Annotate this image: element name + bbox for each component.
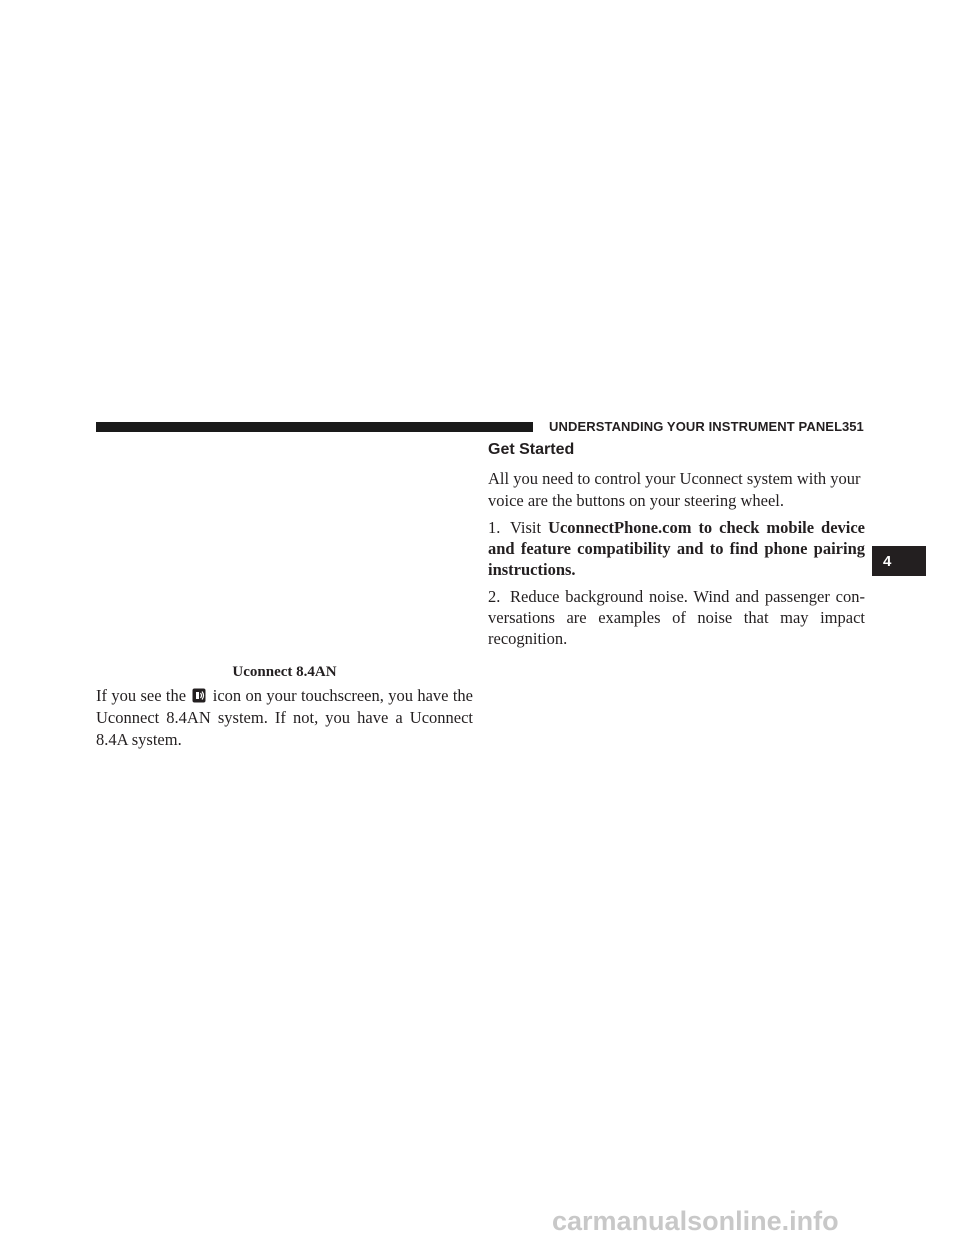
list-item	[488, 586, 865, 649]
list-item	[488, 517, 865, 580]
step-number: 1.	[488, 518, 501, 537]
step-number: 2.	[488, 587, 501, 606]
chapter-tab: 4	[872, 546, 926, 576]
step-text: Reduce background noise. Wind and passenger con-versations are examples of noise that may impact recognition.	[488, 587, 865, 648]
page-number: 351	[842, 419, 864, 434]
paragraph-text-after-icon: icon on your touchscreen, you have the Uconnect 8.4AN system. If not, you have a Uconnect 8.4A system.	[96, 686, 473, 749]
header-rule	[96, 422, 533, 432]
figure-caption: Uconnect 8.4AN	[232, 664, 337, 680]
paragraph-text-before-icon: If you see the	[96, 686, 187, 705]
step-prefix: Visit	[510, 518, 542, 537]
watermark: carmanualsonline.info	[552, 1206, 839, 1236]
intro-paragraph: All you need to control your Uconnect system with your voice are the buttons on your steering wheel.	[488, 469, 861, 510]
running-header-title: UNDERSTANDING YOUR INSTRUMENT PANEL	[549, 419, 843, 434]
voice-recognition-icon	[192, 687, 206, 702]
step-bold-text: UconnectPhone.com to check mobile device and feature compatibility and to find phone pairing instructions.	[488, 518, 865, 579]
section-heading: Get Started	[488, 441, 575, 458]
left-paragraph	[96, 685, 473, 751]
